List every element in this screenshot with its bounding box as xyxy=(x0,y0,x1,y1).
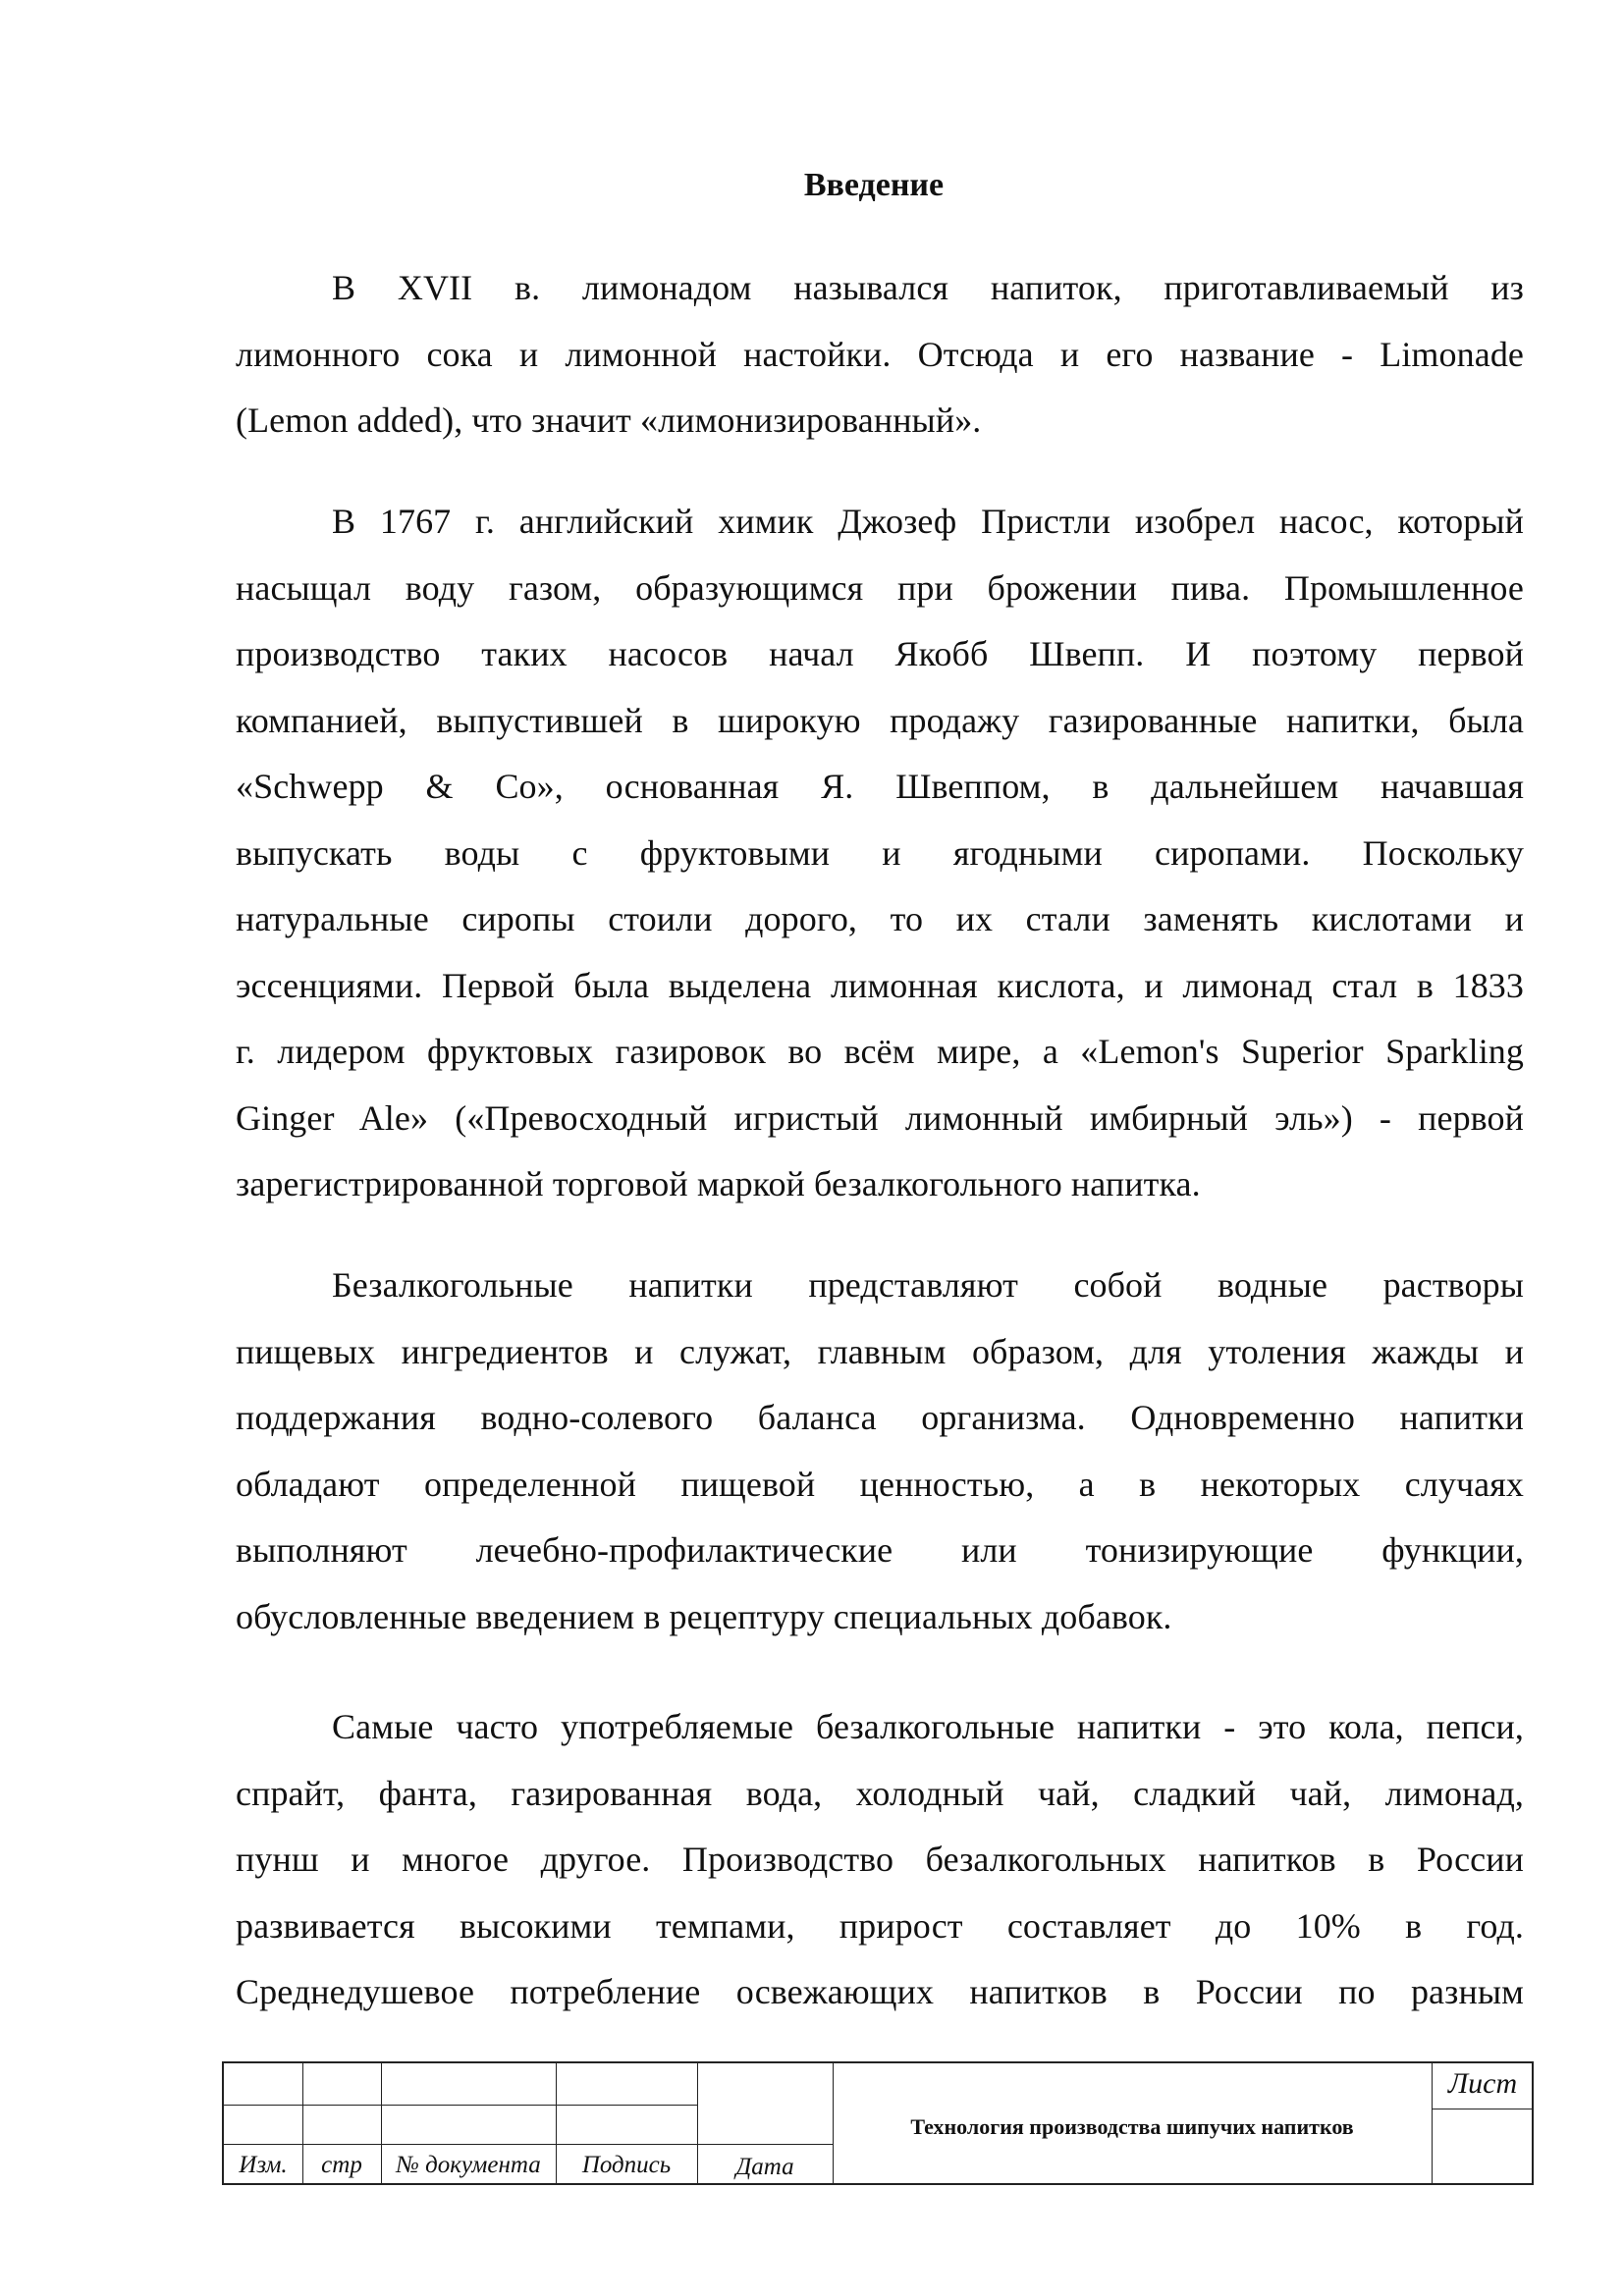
paragraph-2 xyxy=(236,489,1524,1218)
paragraph-4 xyxy=(236,1694,1524,2026)
paragraph-3 xyxy=(236,1253,1524,1650)
text-line: обладают определенной пищевой ценностью, а в некоторых случаях xyxy=(236,1464,1524,1504)
text-line: выпускать воды с фруктовыми и ягодными сиропами. Поскольку xyxy=(236,832,1524,873)
text-line: лимонного сока и лимонной настойки. Отсюда и его название - Limonade xyxy=(236,334,1524,374)
title-block xyxy=(222,2061,1534,2185)
label-date: Дата xyxy=(735,2154,794,2180)
text-line: Ginger Ale» («Превосходный игристый лимонный имбирный эль») - первой xyxy=(236,1097,1524,1138)
text-line: пищевых ингредиентов и служат, главным образом, для утоления жажды и xyxy=(236,1331,1524,1371)
text-line: эссенциями. Первой была выделена лимонная кислота, и лимонад стал в 1833 xyxy=(236,965,1524,1005)
page-title: Введение xyxy=(803,167,945,203)
sheet-label: Лист xyxy=(1447,2067,1518,2100)
text-line: спрайт, фанта, газированная вода, холодный чай, сладкий чай, лимонад, xyxy=(236,1773,1524,1813)
paragraph-1 xyxy=(236,255,1524,454)
label-doc-number: № документа xyxy=(396,2152,541,2178)
label-signature: Подпись xyxy=(581,2152,672,2178)
text-line: пунш и многое другое. Производство безалкогольных напитков в России xyxy=(236,1840,1524,1879)
divider xyxy=(224,2144,833,2145)
text-line: выполняют лечебно-профилактические или тонизирующие функции, xyxy=(236,1530,1524,1570)
text-line: натуральные сиропы стоили дорого, то их стали заменять кислотами и xyxy=(236,899,1524,938)
label-page: стр xyxy=(321,2152,362,2178)
text-line: производство таких насосов начал Якобб Швепп. И поэтому первой xyxy=(236,634,1524,673)
divider xyxy=(224,2105,697,2106)
document-title: Технология производства шипучих напитков xyxy=(910,2114,1354,2139)
text-line: Безалкогольные напитки представляют собой водные растворы xyxy=(332,1265,1524,1305)
text-line: обусловленные введением в рецептуру специальных добавок. xyxy=(236,1596,1172,1636)
text-line: В 1767 г. английский химик Джозеф Пристли изобрел насос, который xyxy=(332,502,1524,541)
text-line: Самые часто употребляемые безалкогольные напитки - это кола, пепси, xyxy=(332,1707,1524,1746)
text-line: Среднедушевое потребление освежающих напитков в России по разным xyxy=(236,1972,1524,2011)
text-line: В XVII в. лимонадом назывался напиток, приготавливаемый из xyxy=(332,268,1524,307)
text-line: г. лидером фруктовых газировок во всём мире, а «Lemon's Superior Sparkling xyxy=(236,1032,1524,1071)
text-line: насыщал воду газом, образующимся при брожении пива. Промышленное xyxy=(236,567,1524,608)
text-line: компанией, выпустившей в широкую продажу газированные напитки, была xyxy=(236,700,1524,740)
text-line: «Schwepp & Co», основанная Я. Швеппом, в дальнейшем начавшая xyxy=(236,767,1524,806)
text-line: поддержания водно-солевого баланса организма. Одновременно напитки xyxy=(236,1398,1524,1437)
text-line: развивается высокими темпами, прирост составляет до 10% в год. xyxy=(236,1905,1524,1946)
text-line: (Lemon added), что значит «лимонизированный». xyxy=(236,400,982,440)
label-change: Изм. xyxy=(239,2152,288,2178)
text-line: зарегистрированной торговой маркой безалкогольного напитка. xyxy=(236,1164,1201,1203)
